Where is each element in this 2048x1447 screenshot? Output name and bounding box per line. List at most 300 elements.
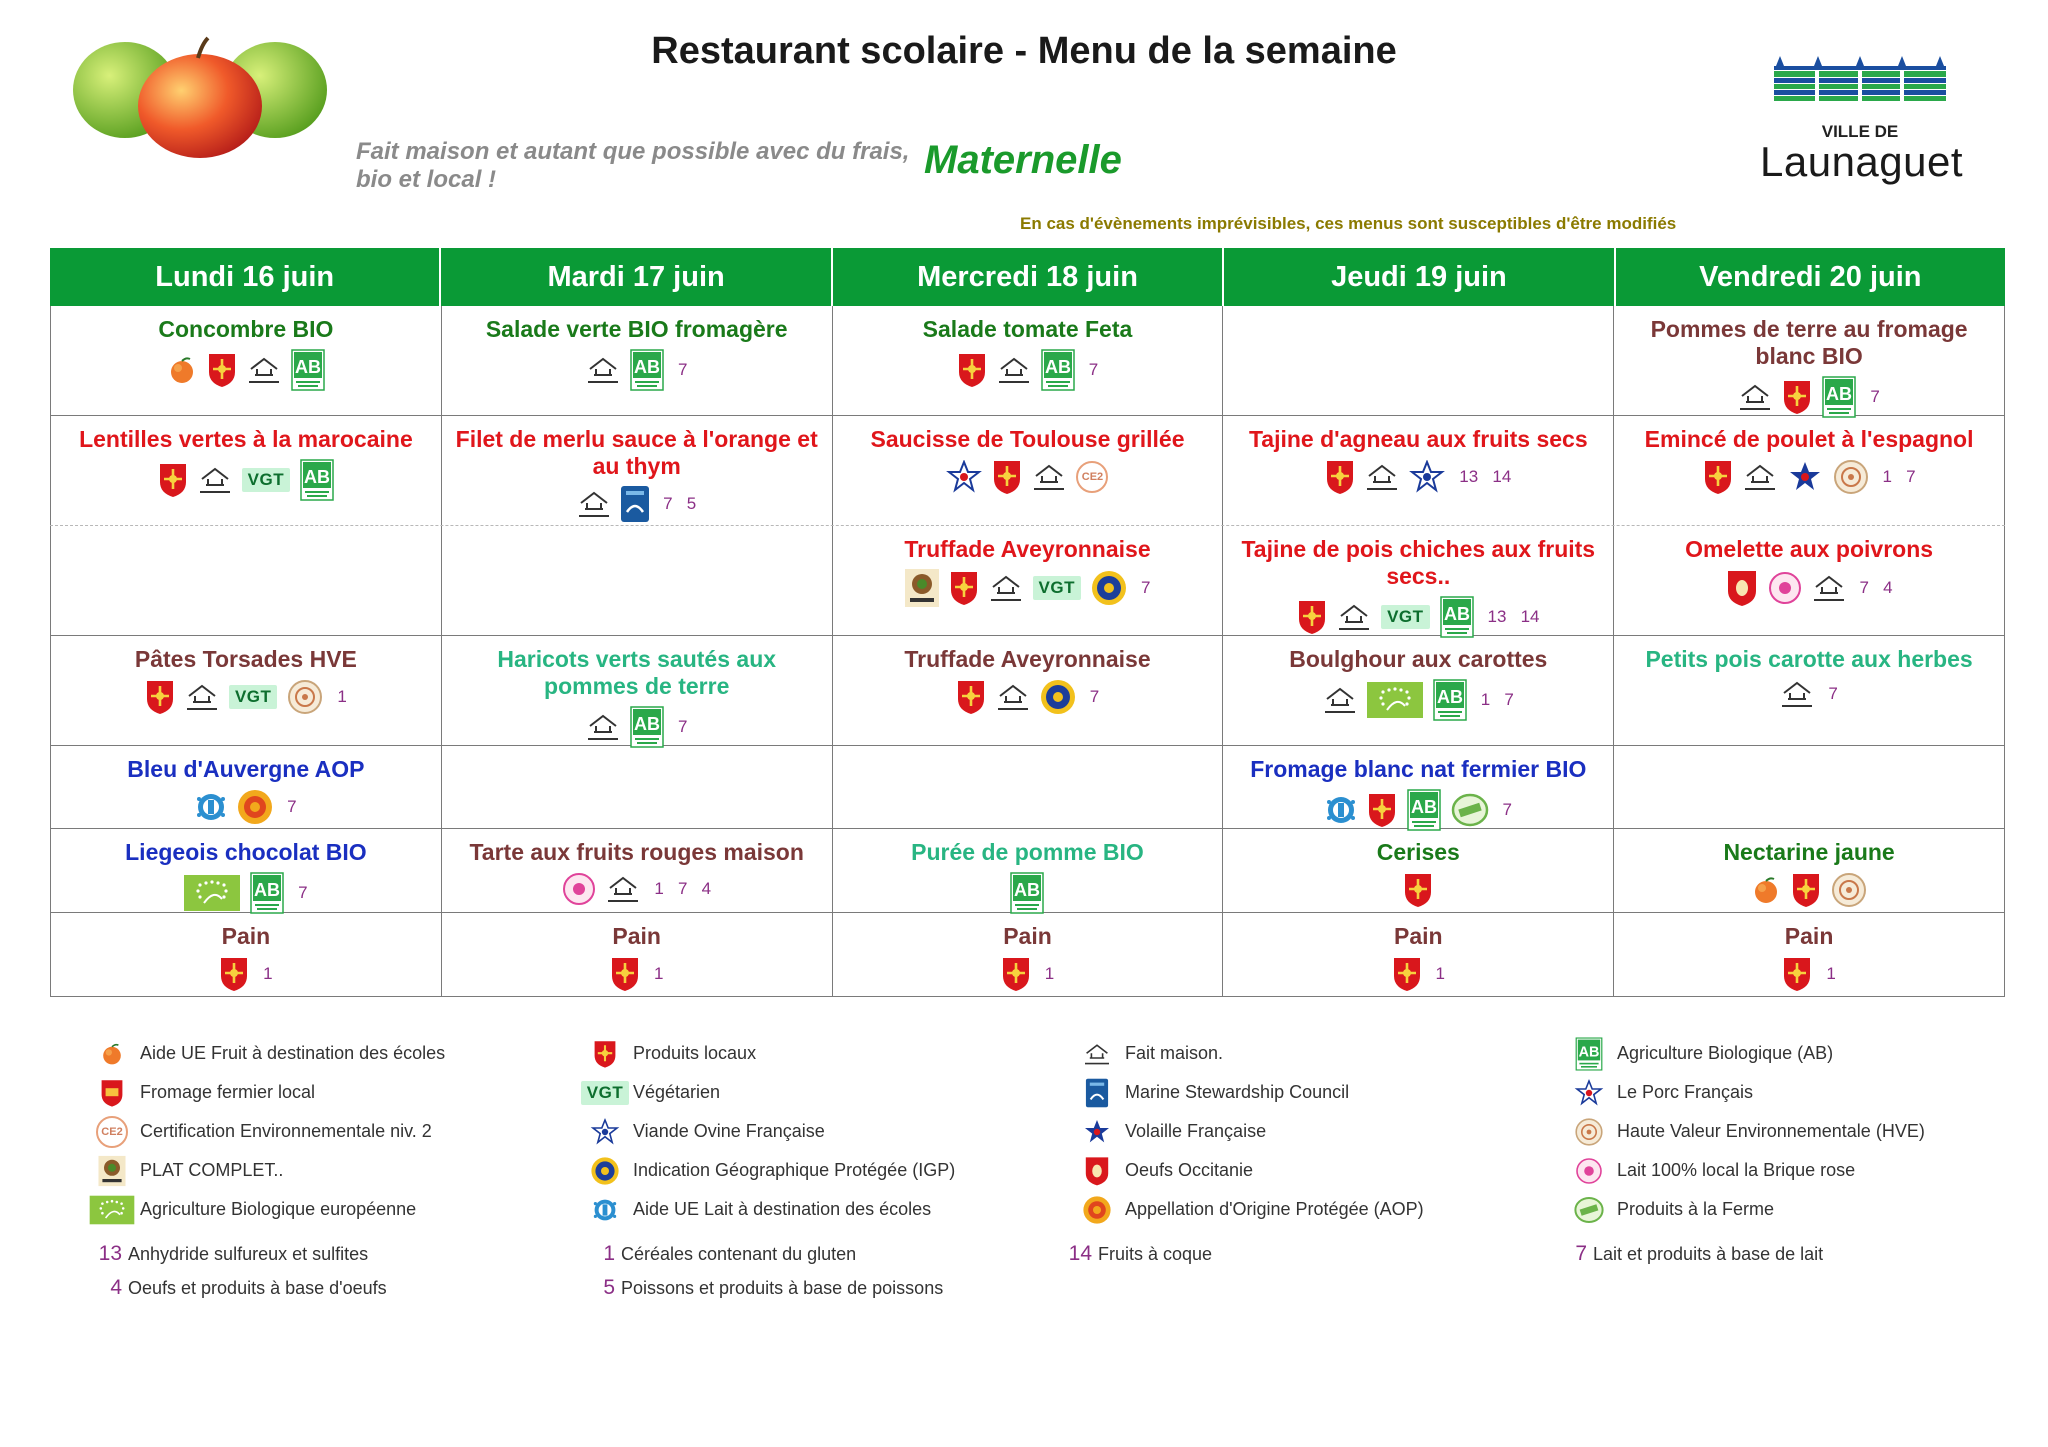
legend-icon-slot xyxy=(90,1039,134,1069)
legend-icon-slot xyxy=(1075,1039,1119,1069)
homemade-icon xyxy=(1365,462,1399,492)
menu-row xyxy=(50,306,2005,416)
menu-cell xyxy=(1222,416,1613,525)
brique-rose-icon xyxy=(1768,571,1802,605)
menu-cell xyxy=(441,829,832,912)
allergen-legend-item xyxy=(583,1242,856,1266)
svg-text:AB: AB xyxy=(1578,1043,1600,1060)
legend-item xyxy=(1567,1034,2047,1073)
farm-products-icon xyxy=(1570,1193,1608,1227)
allergen-codes: 13 14 xyxy=(1487,607,1540,626)
dish-name: Pâtes Torsades HVE xyxy=(134,646,357,672)
ovine-icon xyxy=(587,1115,623,1149)
legend-label: Oeufs Occitanie xyxy=(1125,1160,1254,1180)
legend-label: Viande Ovine Française xyxy=(633,1121,825,1141)
menu-cell xyxy=(1613,526,2005,635)
vgt-icon: VGT xyxy=(1033,576,1081,600)
legend-item xyxy=(1567,1151,2047,1190)
legend-column xyxy=(90,1034,570,1229)
allergen-codes: 7 5 xyxy=(663,494,697,513)
legend-item xyxy=(583,1112,1063,1151)
dish-labels xyxy=(1614,569,2004,607)
ab-organic-icon xyxy=(300,459,334,501)
homemade-icon xyxy=(198,465,232,495)
eu-organic-icon xyxy=(84,1192,140,1228)
local-products-icon xyxy=(956,679,986,715)
dish-labels xyxy=(1223,956,1613,992)
allergen-codes: 7 xyxy=(287,797,297,816)
legend-icon-slot xyxy=(1567,1076,1611,1110)
dish-name: Tarte aux fruits rouges maison xyxy=(469,839,804,865)
allergen-code: 7 xyxy=(1575,1242,1587,1265)
dish-name: Nectarine jaune xyxy=(1723,839,1895,865)
dish-name: Concombre BIO xyxy=(158,316,334,342)
dish-labels xyxy=(442,872,832,906)
legend-label: Le Porc Français xyxy=(1617,1082,1754,1102)
menu-cell xyxy=(50,829,441,912)
dish-name: Omelette aux poivrons xyxy=(1685,536,1934,562)
dish-name: Purée de pomme BIO xyxy=(911,839,1144,865)
page-title: Restaurant scolaire - Menu de la semaine xyxy=(651,30,1397,72)
allergen-codes: 7 xyxy=(1088,360,1099,379)
dish-name: Boulghour aux carottes xyxy=(1289,646,1548,672)
logo-city-prefix: VILLE DE xyxy=(1821,122,1899,141)
farm-products-icon xyxy=(1451,793,1489,827)
local-products-icon xyxy=(1001,956,1031,992)
svg-text:AB: AB xyxy=(304,467,331,487)
allergen-legend-item xyxy=(1060,1242,1212,1266)
msc-icon xyxy=(1083,1075,1111,1111)
dish-name: Pain xyxy=(1394,923,1443,949)
menu-cell xyxy=(832,913,1223,996)
dish-labels xyxy=(1614,679,2004,709)
legend-icon-slot xyxy=(1075,1115,1119,1149)
local-products-icon xyxy=(1297,599,1327,635)
dish-labels xyxy=(1614,872,2004,908)
ovine-icon xyxy=(1409,460,1445,494)
local-products-icon xyxy=(1791,872,1821,908)
legend-label: Aide UE Lait à destination des écoles xyxy=(633,1199,932,1219)
legend-item xyxy=(583,1073,1063,1112)
legend-icon-slot xyxy=(90,1192,134,1228)
local-products-icon xyxy=(1782,379,1812,415)
legend-icon-slot xyxy=(1567,1114,1611,1150)
svg-text:AB: AB xyxy=(1044,357,1071,377)
plat-complet-icon xyxy=(905,569,939,607)
svg-text:AB: AB xyxy=(1436,687,1463,707)
allergen-codes: 7 xyxy=(1140,578,1151,597)
local-products-icon xyxy=(1782,956,1812,992)
local-products-icon xyxy=(992,459,1022,495)
menu-cell xyxy=(1222,636,1613,745)
allergen-label: Poissons et produits à base de poissons xyxy=(621,1277,944,1298)
local-products-icon xyxy=(1403,872,1433,908)
menu-row xyxy=(50,913,2005,997)
svg-text:AB: AB xyxy=(254,880,281,900)
eu-organic-icon xyxy=(184,875,240,911)
svg-text:AB: AB xyxy=(294,357,321,377)
dish-name: Truffade Aveyronnaise xyxy=(904,646,1151,672)
legend-icon-slot xyxy=(583,1194,627,1226)
disclaimer: En cas d'évènements imprévisibles, ces menus sont susceptibles d'être modifiés xyxy=(1020,214,1677,233)
dish-name: Lentilles vertes à la marocaine xyxy=(79,426,413,452)
menu-row xyxy=(50,746,2005,829)
legend-icon-slot xyxy=(1567,1033,1611,1075)
legend-label: Lait 100% local la Brique rose xyxy=(1617,1160,1856,1180)
legend-icon-slot xyxy=(583,1081,627,1105)
menu-row xyxy=(50,636,2005,746)
legend-icon-slot xyxy=(90,1116,134,1148)
dish-name: Truffade Aveyronnaise xyxy=(904,536,1151,562)
homemade-icon xyxy=(997,355,1031,385)
dish-name: Liegeois chocolat BIO xyxy=(125,839,367,865)
hve-icon xyxy=(287,679,323,715)
legend-label: PLAT COMPLET.. xyxy=(140,1160,284,1180)
ab-organic-icon xyxy=(1010,872,1044,914)
menu-cell xyxy=(1222,526,1613,635)
dish-labels xyxy=(833,569,1223,607)
legend-label: Produits à la Ferme xyxy=(1617,1199,1775,1219)
dish-name: Cerises xyxy=(1376,839,1460,865)
vgt-icon: VGT xyxy=(242,468,290,492)
allergen-label: Anhydride sulfureux et sulfites xyxy=(128,1243,369,1264)
menu-row xyxy=(50,526,2005,636)
dish-name: Salade verte BIO fromagère xyxy=(485,316,788,342)
allergen-codes: 13 14 xyxy=(1459,467,1512,486)
dish-labels xyxy=(1223,459,1613,495)
legend-icon-slot xyxy=(1567,1154,1611,1188)
dish-name: Petits pois carotte aux herbes xyxy=(1645,646,1973,672)
allergen-codes: 1 7 4 xyxy=(654,879,712,898)
eu-milk-icon xyxy=(195,791,227,823)
legend-icon-slot xyxy=(1075,1192,1119,1228)
dish-labels xyxy=(51,872,441,914)
ab-organic-icon xyxy=(1433,679,1467,721)
ab-organic-icon xyxy=(1440,596,1474,638)
legend-item xyxy=(583,1034,1063,1073)
dish-labels xyxy=(1614,956,2004,992)
brique-rose-icon xyxy=(562,872,596,906)
legend-icon-slot xyxy=(583,1115,627,1149)
menu-cell xyxy=(50,913,441,996)
ab-organic-icon xyxy=(1572,1033,1606,1075)
legend-label: Appellation d'Origine Protégée (AOP) xyxy=(1125,1199,1424,1219)
allergen-codes: 1 xyxy=(263,964,273,983)
allergen-code: 13 xyxy=(98,1242,122,1265)
legend-item xyxy=(90,1151,570,1190)
dish-labels xyxy=(442,349,832,391)
allergen-codes: 7 xyxy=(677,717,688,736)
dish-name: Pommes de terre au fromage blanc BIO xyxy=(1650,316,1968,369)
local-products-icon xyxy=(949,570,979,606)
oeufs-occitanie-icon xyxy=(1726,569,1758,607)
legend-icon-slot xyxy=(583,1153,627,1189)
ab-organic-icon xyxy=(250,872,284,914)
menu-cell xyxy=(1613,306,2005,415)
local-products-icon xyxy=(207,352,237,388)
menu-cell xyxy=(1222,746,1613,828)
ab-organic-icon xyxy=(630,706,664,748)
dish-name: Bleu d'Auvergne AOP xyxy=(127,756,365,782)
allergen-codes: 7 xyxy=(1089,687,1100,706)
homemade-icon xyxy=(1323,685,1357,715)
hve-icon xyxy=(1571,1114,1607,1150)
allergen-codes: 1 xyxy=(1044,964,1055,983)
local-products-icon xyxy=(1392,956,1422,992)
dish-name: Saucisse de Toulouse grillée xyxy=(870,426,1185,452)
eu-fruit-icon xyxy=(97,1039,127,1069)
allergen-legend-item xyxy=(1555,1242,1823,1266)
legend-item xyxy=(583,1151,1063,1190)
homemade-icon xyxy=(185,682,219,712)
volaille-icon xyxy=(1079,1115,1115,1149)
eu-fruit-icon xyxy=(1751,875,1781,905)
day-header: Jeudi 19 juin xyxy=(1224,248,1615,306)
ab-organic-icon xyxy=(1822,376,1856,418)
svg-text:AB: AB xyxy=(633,357,660,377)
menu-cell xyxy=(832,829,1223,912)
local-products-icon xyxy=(1325,459,1355,495)
allergen-code: 14 xyxy=(1068,1242,1092,1265)
allergen-codes: 1 7 xyxy=(1480,690,1514,709)
dish-labels xyxy=(833,872,1223,914)
legend-label: Végétarien xyxy=(633,1082,721,1102)
menu-row xyxy=(50,829,2005,913)
allergen-codes: 7 xyxy=(1870,387,1880,406)
eu-milk-icon xyxy=(589,1194,621,1226)
legend-icon-slot xyxy=(90,1075,134,1111)
homemade-icon xyxy=(606,874,640,904)
allergen-codes: 7 xyxy=(677,360,688,379)
menu-cell xyxy=(50,746,441,828)
porc-francais-icon xyxy=(1571,1076,1607,1110)
dish-labels xyxy=(442,706,832,748)
igp-icon xyxy=(587,1153,623,1189)
allergen-code: 5 xyxy=(603,1276,615,1299)
dish-labels xyxy=(442,486,832,522)
menu-cell xyxy=(1613,829,2005,912)
homemade-icon xyxy=(1337,602,1371,632)
legend-item xyxy=(90,1112,570,1151)
homemade-icon xyxy=(1812,573,1846,603)
menu-cell xyxy=(1613,636,2005,745)
oeufs-occitanie-icon xyxy=(1081,1152,1113,1190)
allergen-codes: 1 xyxy=(1826,964,1836,983)
menu-cell xyxy=(50,306,441,415)
homemade-icon xyxy=(1780,679,1814,709)
legend-item xyxy=(583,1190,1063,1229)
eu-milk-icon xyxy=(1325,794,1357,826)
allergen-codes: 1 xyxy=(1435,964,1446,983)
legend-label: Indication Géographique Protégée (IGP) xyxy=(633,1160,956,1180)
ce2-icon: CE2 xyxy=(96,1116,128,1148)
legend-item xyxy=(1075,1034,1555,1073)
allergen-codes: 1 xyxy=(337,687,347,706)
dish-labels xyxy=(1223,679,1613,721)
allergen-codes: 7 xyxy=(1828,684,1838,703)
allergen-label: Lait et produits à base de lait xyxy=(1593,1243,1824,1264)
castle-logo-icon xyxy=(1760,56,1960,118)
hve-icon xyxy=(1831,872,1867,908)
dish-labels xyxy=(1614,459,2004,495)
local-products-icon xyxy=(957,352,987,388)
legend-column xyxy=(583,1034,1063,1229)
allergen-legend-item xyxy=(90,1242,368,1266)
dish-labels xyxy=(1223,596,1613,638)
legend-label: Haute Valeur Environnementale (HVE) xyxy=(1617,1121,1925,1141)
legend-item xyxy=(1075,1112,1555,1151)
local-products-icon xyxy=(219,956,249,992)
tagline: Fait maison et autant que possible avec du frais, bio et local ! xyxy=(356,138,910,193)
menu-cell xyxy=(441,526,832,635)
day-header: Vendredi 20 juin xyxy=(1699,261,1922,293)
menu-table xyxy=(50,248,2005,997)
eu-fruit-icon xyxy=(167,355,197,385)
legend-label: Fait maison. xyxy=(1125,1043,1224,1063)
dish-name: Filet de merlu sauce à l'orange et au thym xyxy=(455,426,818,479)
eu-organic-icon xyxy=(1367,682,1423,718)
homemade-icon xyxy=(247,355,281,385)
svg-text:AB: AB xyxy=(633,714,660,734)
ab-organic-icon xyxy=(291,349,325,391)
dish-labels xyxy=(51,349,441,391)
svg-text:AB: AB xyxy=(1014,880,1041,900)
allergen-legend-item xyxy=(90,1276,387,1300)
dish-labels xyxy=(833,349,1223,391)
local-products-icon xyxy=(590,1036,620,1072)
day-header: Mercredi 18 juin xyxy=(833,248,1224,306)
vgt-icon: VGT xyxy=(229,685,277,709)
menu-cell xyxy=(832,526,1223,635)
dish-name: Emincé de poulet à l'espagnol xyxy=(1644,426,1974,452)
menu-row xyxy=(50,416,2005,526)
porc-francais-icon xyxy=(946,460,982,494)
aop-icon xyxy=(237,789,273,825)
allergen-codes: 1 xyxy=(653,964,664,983)
brique-rose-icon xyxy=(1572,1154,1606,1188)
legend-item xyxy=(90,1073,570,1112)
homemade-icon xyxy=(1032,462,1066,492)
menu-cell xyxy=(441,636,832,745)
dish-name: Haricots verts sautés aux pommes de terre xyxy=(497,646,777,699)
legend-label: Marine Stewardship Council xyxy=(1125,1082,1350,1102)
ce2-icon: CE2 xyxy=(1076,461,1108,493)
dish-labels xyxy=(442,956,832,992)
legend-item xyxy=(1567,1112,2047,1151)
dish-name: Pain xyxy=(612,923,661,949)
dish-name: Tajine de pois chiches aux fruits secs.. xyxy=(1241,536,1596,589)
homemade-icon xyxy=(996,682,1030,712)
msc-icon xyxy=(621,486,649,522)
day-header-row xyxy=(50,248,2005,306)
allergen-code: 1 xyxy=(603,1242,615,1265)
menu-cell xyxy=(1222,829,1613,912)
homemade-icon xyxy=(1743,462,1777,492)
homemade-icon xyxy=(989,573,1023,603)
svg-text:AB: AB xyxy=(1443,604,1470,624)
homemade-icon xyxy=(586,355,620,385)
legend-icon-slot xyxy=(1567,1193,1611,1227)
legend-icon-slot xyxy=(583,1036,627,1072)
logo-city-name: Launaguet xyxy=(1760,138,1964,185)
menu-cell xyxy=(1613,416,2005,525)
dish-name: Fromage blanc nat fermier BIO xyxy=(1250,756,1587,782)
legend-label: Certification Environnementale niv. 2 xyxy=(140,1121,432,1141)
legend-item xyxy=(90,1190,570,1229)
dish-name: Pain xyxy=(1784,923,1834,949)
day-header: Mardi 17 juin xyxy=(441,248,832,306)
svg-text:AB: AB xyxy=(1826,384,1853,404)
day-header: Lundi 16 juin xyxy=(50,248,441,306)
allergen-legend-item xyxy=(583,1276,943,1300)
farm-cheese-icon xyxy=(97,1075,127,1111)
menu-cell xyxy=(1222,306,1613,415)
legend-item xyxy=(90,1034,570,1073)
menu-cell xyxy=(50,526,441,635)
menu-cell xyxy=(1613,746,2005,828)
legend-label: Produits locaux xyxy=(633,1043,757,1063)
allergen-label: Céréales contenant du gluten xyxy=(621,1243,857,1264)
launaguet-logo xyxy=(1760,56,1964,186)
legend-icon-slot xyxy=(90,1152,134,1190)
dish-name: Tajine d'agneau aux fruits secs xyxy=(1248,426,1588,452)
volaille-icon xyxy=(1787,460,1823,494)
menu-cell xyxy=(832,636,1223,745)
legend-item xyxy=(1075,1073,1555,1112)
legend-label: Fromage fermier local xyxy=(140,1082,316,1102)
menu-cell xyxy=(441,746,832,828)
dish-name: Salade tomate Feta xyxy=(922,316,1133,342)
svg-text:AB: AB xyxy=(1410,797,1437,817)
legend-label: Agriculture Biologique (AB) xyxy=(1617,1043,1834,1063)
igp-icon xyxy=(1091,570,1127,606)
dish-labels xyxy=(51,679,441,715)
allergen-label: Oeufs et produits à base d'oeufs xyxy=(128,1277,387,1298)
menu-cell xyxy=(50,636,441,745)
dish-labels xyxy=(51,459,441,501)
dish-labels xyxy=(833,956,1223,992)
plat-complet-icon xyxy=(95,1152,129,1190)
menu-rows xyxy=(50,306,2005,997)
homemade-icon xyxy=(577,489,611,519)
igp-icon xyxy=(1040,679,1076,715)
allergen-codes: 1 7 xyxy=(1882,467,1916,486)
hve-icon xyxy=(1833,459,1869,495)
allergen-codes: 7 4 xyxy=(1859,578,1893,597)
menu-cell xyxy=(50,416,441,525)
school-level: Maternelle xyxy=(924,138,1122,182)
ab-organic-icon xyxy=(1041,349,1075,391)
legend-column xyxy=(1075,1034,1555,1229)
vgt-icon: VGT xyxy=(581,1081,629,1105)
local-products-icon xyxy=(145,679,175,715)
legend-label: Agriculture Biologique européenne xyxy=(140,1199,417,1219)
legend-item xyxy=(1567,1190,2047,1229)
homemade-icon xyxy=(1080,1039,1114,1069)
legend-label: Volaille Française xyxy=(1125,1121,1267,1141)
dish-labels xyxy=(833,459,1223,495)
ab-organic-icon xyxy=(1407,789,1441,831)
menu-cell xyxy=(441,913,832,996)
allergen-codes: 7 xyxy=(298,883,308,902)
legend-item xyxy=(1567,1073,2047,1112)
dish-labels xyxy=(1223,872,1613,908)
vgt-icon: VGT xyxy=(1381,605,1429,629)
dish-name: Pain xyxy=(221,923,271,949)
aop-icon xyxy=(1079,1192,1115,1228)
homemade-icon xyxy=(1738,382,1772,412)
menu-cell xyxy=(441,306,832,415)
